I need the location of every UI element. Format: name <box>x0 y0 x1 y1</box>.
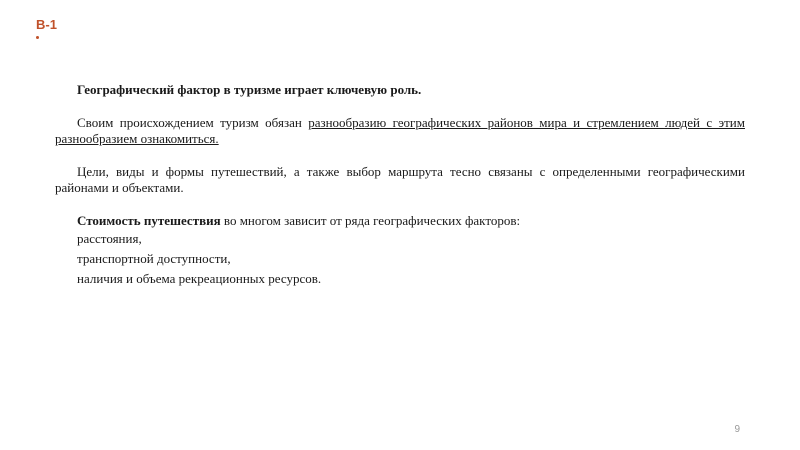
paragraph-origin <box>55 115 745 148</box>
factor-item-resources: наличия и объема рекреационных ресурсов. <box>77 271 322 286</box>
slide-label: В-1 <box>36 17 57 32</box>
factor-item-distance: расстояния, <box>77 231 142 246</box>
paragraph-goals: Цели, виды и формы путешествий, а также выбор маршрута тесно связаны с определенными географическими районами и объектами. <box>55 163 745 195</box>
paragraph-origin-underlined: разнообразию географических районов мира и стремлением людей с этим разнообразием ознакомиться. <box>55 114 745 146</box>
paragraph-origin-text: Своим происхождением туризм обязан <box>77 114 309 130</box>
factor-item-transport: транспортной доступности, <box>77 251 231 266</box>
slide-heading: Географический фактор в туризме играет ключевую роль. <box>77 82 422 97</box>
cost-intro <box>77 213 745 230</box>
cost-intro-text: во многом зависит от ряда географических факторов: <box>220 212 521 228</box>
page-number: 9 <box>734 424 740 435</box>
slide-label-dot <box>36 36 39 39</box>
factor-list <box>55 229 745 289</box>
cost-intro-bold: Стоимость путешествия <box>77 212 221 228</box>
slide-content <box>55 82 745 289</box>
